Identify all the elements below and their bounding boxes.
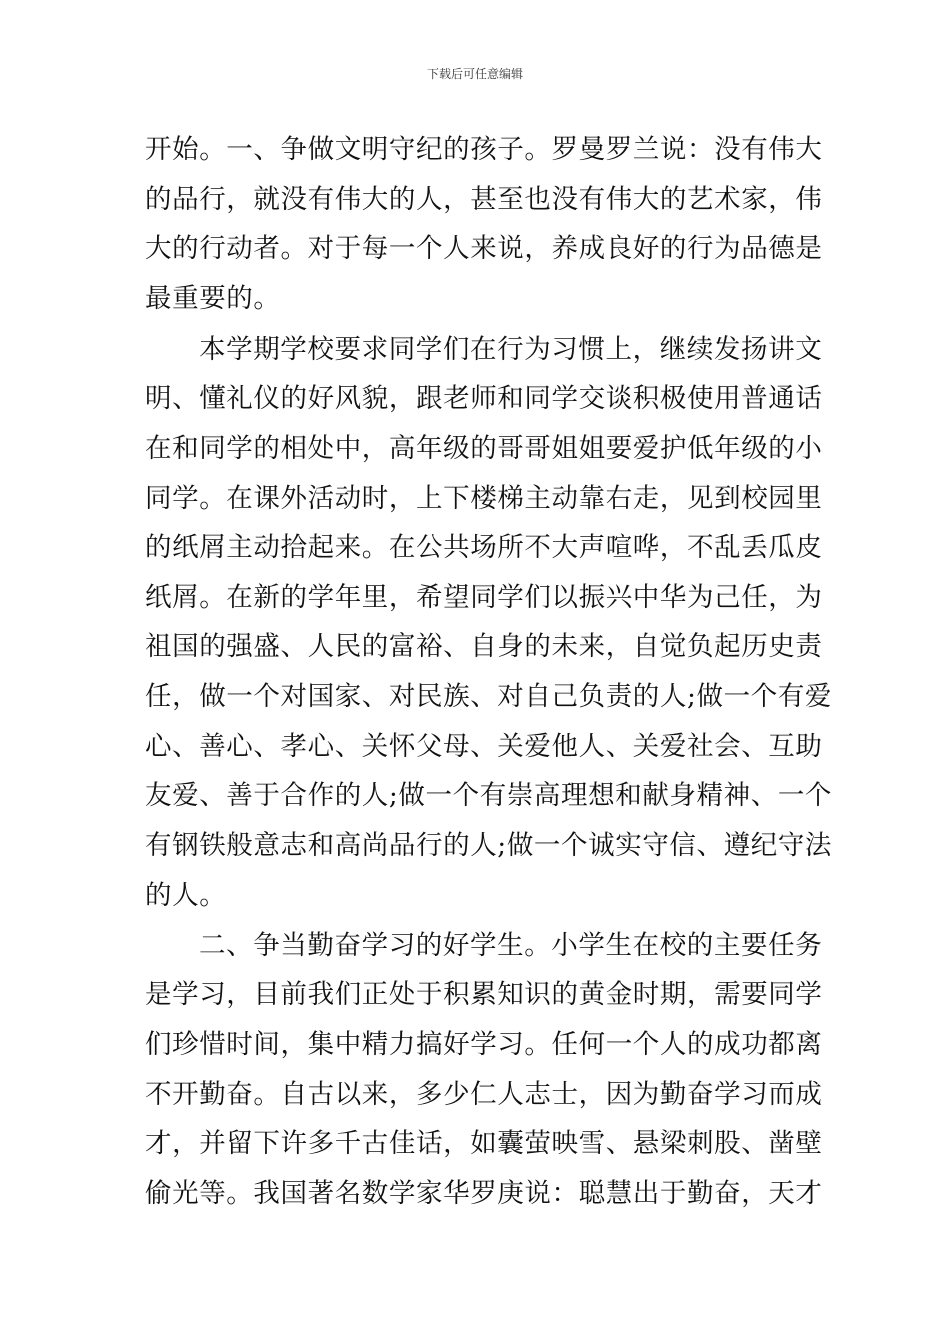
text-line: 的纸屑主动拾起来。在公共场所不大声喧哗，不乱丢瓜皮 bbox=[145, 532, 823, 563]
page-header: 下载后可任意编辑 bbox=[426, 67, 523, 81]
paragraph-first-line: 本学期学校要求同学们在行为习惯上，继续发扬讲文 bbox=[199, 334, 823, 365]
text-line: 任，做一个对国家、对民族、对自己负责的人;做一个有爱 bbox=[145, 681, 833, 712]
text-line: 最重要的。 bbox=[145, 283, 281, 314]
text-line: 是学习，目前我们正处于积累知识的黄金时期，需要同学 bbox=[145, 979, 823, 1010]
text-line: 明、懂礼仪的好风貌，跟老师和同学交谈积极使用普通话 bbox=[145, 383, 823, 414]
text-line: 友爱、善于合作的人;做一个有崇高理想和献身精神、一个 bbox=[145, 780, 833, 811]
text-line: 心、善心、孝心、关怀父母、关爱他人、关爱社会、互助 bbox=[145, 731, 823, 762]
text-line: 纸屑。在新的学年里，希望同学们以振兴中华为己任，为 bbox=[145, 582, 823, 613]
text-line: 不开勤奋。自古以来，多少仁人志士，因为勤奋学习而成 bbox=[145, 1079, 823, 1110]
text-line: 在和同学的相处中，高年级的哥哥姐姐要爱护低年级的小 bbox=[145, 433, 823, 464]
text-line: 有钢铁般意志和高尚品行的人;做一个诚实守信、遵纪守法 bbox=[145, 830, 833, 861]
text-line: 偷光等。我国著名数学家华罗庚说：聪慧出于勤奋，天才 bbox=[145, 1178, 823, 1209]
text-line: 开始。一、争做文明守纪的孩子。罗曼罗兰说：没有伟大 bbox=[145, 134, 823, 165]
text-line: 们珍惜时间，集中精力搞好学习。任何一个人的成功都离 bbox=[145, 1029, 823, 1060]
text-line: 祖国的强盛、人民的富裕、自身的未来，自觉负起历史责 bbox=[145, 631, 823, 662]
text-line: 的品行，就没有伟大的人，甚至也没有伟大的艺术家，伟 bbox=[145, 184, 823, 215]
paragraph-first-line: 二、争当勤奋学习的好学生。小学生在校的主要任务 bbox=[199, 930, 823, 961]
text-line: 同学。在课外活动时，上下楼梯主动靠右走，见到校园里 bbox=[145, 483, 823, 514]
text-line: 大的行动者。对于每一个人来说，养成良好的行为品德是 bbox=[145, 233, 823, 264]
text-line: 的人。 bbox=[145, 880, 227, 911]
text-line: 才，并留下许多千古佳话，如囊萤映雪、悬梁刺股、凿壁 bbox=[145, 1128, 823, 1159]
